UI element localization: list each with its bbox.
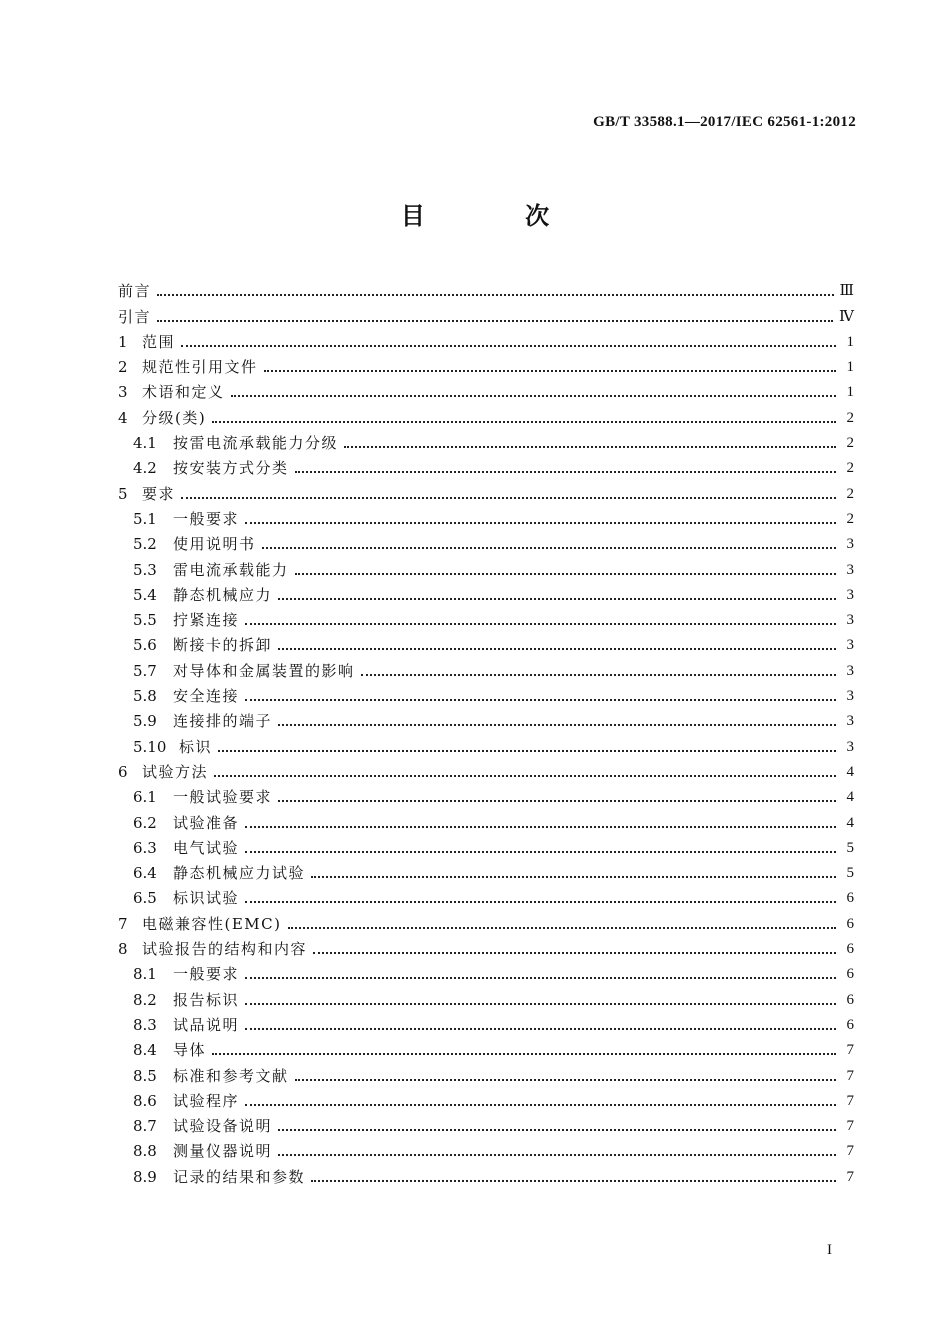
- toc-entry-label: 测量仪器说明: [173, 1142, 273, 1161]
- toc-entry[interactable]: [118, 907, 854, 932]
- toc-entry-label: 试验方法: [142, 762, 209, 781]
- toc-entry-label: 按雷电流承载能力分级: [173, 434, 339, 453]
- toc-entry-number: 5.5: [133, 611, 157, 630]
- dot-leader: [245, 1104, 836, 1106]
- toc-entry-label: 导体: [173, 1041, 207, 1060]
- toc-entry-number: 6.5: [133, 889, 157, 908]
- page-number: I: [827, 1242, 832, 1258]
- dot-leader: [212, 1053, 836, 1055]
- toc-entry[interactable]: [118, 1009, 854, 1034]
- toc-entry-number: 4.1: [133, 434, 157, 453]
- toc-entry-label: 电气试验: [173, 838, 240, 857]
- table-of-contents: [118, 275, 854, 1186]
- dot-leader: [181, 345, 836, 347]
- toc-entry-number: 1: [118, 332, 128, 351]
- toc-entry-page: 7: [846, 1168, 854, 1185]
- dot-leader: [245, 522, 836, 524]
- toc-entry-label: 要求: [142, 484, 176, 503]
- toc-entry-page: 6: [846, 915, 854, 932]
- toc-entry-page: 3: [846, 713, 854, 730]
- toc-entry-label: 规范性引用文件: [142, 358, 258, 377]
- toc-entry[interactable]: [118, 958, 854, 983]
- dot-leader: [214, 775, 836, 777]
- toc-entry-number: 4: [118, 408, 128, 427]
- toc-entry[interactable]: [118, 1059, 854, 1084]
- toc-entry-label: 试验设备说明: [173, 1117, 273, 1136]
- toc-entry-page: 6: [846, 966, 854, 983]
- toc-entry[interactable]: [118, 781, 854, 806]
- dot-leader: [245, 1003, 836, 1005]
- dot-leader: [157, 320, 833, 322]
- toc-entry-number: 8.2: [133, 990, 157, 1009]
- toc-entry-label: 断接卡的拆卸: [173, 636, 273, 655]
- toc-entry[interactable]: [118, 604, 854, 629]
- dot-leader: [181, 497, 836, 499]
- toc-entry-page: Ⅲ: [839, 283, 854, 300]
- toc-entry-label: 前言: [118, 282, 152, 301]
- dot-leader: [288, 927, 837, 929]
- toc-entry-number: 8.6: [133, 1091, 157, 1110]
- toc-entry-label: 电磁兼容性(EMC): [142, 914, 282, 933]
- toc-entry-label: 静态机械应力: [173, 585, 273, 604]
- toc-entry[interactable]: [118, 882, 854, 907]
- toc-entry-label: 范围: [142, 332, 176, 351]
- toc-entry-page: 3: [846, 561, 854, 578]
- toc-entry-number: 5.1: [133, 509, 157, 528]
- dot-leader: [361, 674, 836, 676]
- toc-entry-page: 5: [846, 865, 854, 882]
- toc-entry-number: 8.9: [133, 1167, 157, 1186]
- toc-entry[interactable]: [118, 376, 854, 401]
- toc-entry[interactable]: [118, 452, 854, 477]
- toc-entry-page: 7: [846, 1143, 854, 1160]
- toc-entry-number: 4.2: [133, 459, 157, 478]
- toc-entry[interactable]: [118, 427, 854, 452]
- toc-entry[interactable]: [118, 705, 854, 730]
- toc-entry[interactable]: [118, 730, 854, 755]
- toc-entry-number: 8.5: [133, 1066, 157, 1085]
- toc-entry-page: 3: [846, 688, 854, 705]
- toc-entry-number: 3: [118, 383, 128, 402]
- toc-entry[interactable]: [118, 832, 854, 857]
- toc-entry-page: 2: [846, 435, 854, 452]
- toc-entry[interactable]: [118, 654, 854, 679]
- toc-entry[interactable]: [118, 553, 854, 578]
- toc-entry-label: 试验程序: [173, 1091, 240, 1110]
- toc-entry-number: 5: [118, 484, 128, 503]
- toc-entry-page: 2: [846, 409, 854, 426]
- toc-entry-page: 7: [846, 1118, 854, 1135]
- toc-entry-label: 拧紧连接: [173, 611, 240, 630]
- toc-entry-label: 安全连接: [173, 687, 240, 706]
- dot-leader: [278, 648, 836, 650]
- dot-leader: [245, 1028, 836, 1030]
- dot-leader: [245, 699, 836, 701]
- toc-entry-number: 7: [118, 914, 128, 933]
- toc-entry-label: 标准和参考文献: [173, 1066, 289, 1085]
- dot-leader: [245, 977, 836, 979]
- toc-entry-label: 对导体和金属装置的影响: [173, 661, 355, 680]
- dot-leader: [212, 421, 836, 423]
- toc-entry-page: 1: [846, 384, 854, 401]
- toc-entry[interactable]: [118, 503, 854, 528]
- toc-entry-page: 2: [846, 485, 854, 502]
- toc-entry-page: 1: [846, 333, 854, 350]
- toc-entry-number: 5.3: [133, 560, 157, 579]
- toc-entry[interactable]: [118, 629, 854, 654]
- dot-leader: [278, 1154, 836, 1156]
- toc-entry-number: 8.1: [133, 965, 157, 984]
- toc-entry-label: 试品说明: [173, 1015, 240, 1034]
- toc-entry[interactable]: [118, 275, 854, 300]
- toc-entry[interactable]: [118, 1160, 854, 1185]
- toc-entry-number: 5.10: [133, 737, 167, 756]
- toc-entry-number: 6.1: [133, 788, 157, 807]
- toc-entry[interactable]: [118, 680, 854, 705]
- toc-entry-label: 标识试验: [173, 889, 240, 908]
- toc-entry-page: 3: [846, 536, 854, 553]
- toc-entry-number: 6.2: [133, 813, 157, 832]
- toc-entry[interactable]: [118, 579, 854, 604]
- toc-entry[interactable]: [118, 528, 854, 553]
- dot-leader: [264, 370, 836, 372]
- toc-entry-page: 4: [846, 814, 854, 831]
- dot-leader: [311, 876, 836, 878]
- toc-entry-label: 试验报告的结构和内容: [142, 940, 308, 959]
- dot-leader: [344, 446, 836, 448]
- toc-entry-page: 4: [846, 763, 854, 780]
- toc-entry-page: 6: [846, 991, 854, 1008]
- toc-entry-label: 雷电流承载能力: [173, 560, 289, 579]
- toc-entry[interactable]: [118, 1034, 854, 1059]
- dot-leader: [295, 1079, 836, 1081]
- toc-entry-number: 6.3: [133, 838, 157, 857]
- toc-entry-number: 5.8: [133, 687, 157, 706]
- toc-entry-number: 8.7: [133, 1117, 157, 1136]
- toc-entry-label: 标识: [179, 737, 213, 756]
- dot-leader: [218, 750, 836, 752]
- toc-entry-number: 5.9: [133, 712, 157, 731]
- toc-entry-label: 分级(类): [142, 408, 207, 427]
- toc-entry-label: 使用说明书: [173, 535, 256, 554]
- toc-entry[interactable]: [118, 1110, 854, 1135]
- toc-entry-number: 5.7: [133, 661, 157, 680]
- toc-entry-label: 一般要求: [173, 509, 240, 528]
- dot-leader: [262, 547, 836, 549]
- toc-entry[interactable]: [118, 351, 854, 376]
- dot-leader: [278, 724, 836, 726]
- toc-entry[interactable]: [118, 477, 854, 502]
- toc-entry-page: 6: [846, 890, 854, 907]
- dot-leader: [157, 294, 834, 296]
- toc-entry[interactable]: [118, 326, 854, 351]
- toc-entry-label: 连接排的端子: [173, 712, 273, 731]
- toc-entry-label: 一般要求: [173, 965, 240, 984]
- toc-entry-label: 按安装方式分类: [173, 459, 289, 478]
- toc-entry-page: Ⅳ: [839, 308, 854, 325]
- dot-leader: [278, 800, 836, 802]
- toc-entry-number: 2: [118, 358, 128, 377]
- dot-leader: [231, 395, 836, 397]
- toc-entry-page: 1: [846, 359, 854, 376]
- toc-entry-page: 7: [846, 1042, 854, 1059]
- toc-entry[interactable]: [118, 857, 854, 882]
- toc-entry-number: 6.4: [133, 864, 157, 883]
- toc-entry-label: 引言: [118, 307, 152, 326]
- toc-entry-label: 一般试验要求: [173, 788, 273, 807]
- dot-leader: [313, 952, 836, 954]
- toc-entry-page: 2: [846, 510, 854, 527]
- toc-entry-label: 报告标识: [173, 990, 240, 1009]
- toc-entry-page: 4: [846, 789, 854, 806]
- toc-entry-number: 5.2: [133, 535, 157, 554]
- toc-entry-page: 3: [846, 612, 854, 629]
- standard-code-header: GB/T 33588.1—2017/IEC 62561-1:2012: [593, 114, 856, 130]
- dot-leader: [278, 598, 836, 600]
- dot-leader: [295, 573, 836, 575]
- toc-entry-page: 3: [846, 662, 854, 679]
- dot-leader: [245, 623, 836, 625]
- toc-entry[interactable]: [118, 983, 854, 1008]
- toc-entry-label: 静态机械应力试验: [173, 864, 306, 883]
- toc-entry-number: 8.4: [133, 1041, 157, 1060]
- dot-leader: [278, 1129, 836, 1131]
- toc-entry-page: 7: [846, 1067, 854, 1084]
- toc-entry[interactable]: [118, 806, 854, 831]
- dot-leader: [245, 826, 836, 828]
- dot-leader: [245, 901, 836, 903]
- toc-entry[interactable]: [118, 1135, 854, 1160]
- toc-entry-page: 5: [846, 839, 854, 856]
- toc-entry-page: 7: [846, 1092, 854, 1109]
- toc-entry-number: 6: [118, 762, 128, 781]
- toc-entry[interactable]: [118, 933, 854, 958]
- toc-entry-page: 2: [846, 460, 854, 477]
- toc-entry-page: 6: [846, 941, 854, 958]
- toc-entry-number: 8.8: [133, 1142, 157, 1161]
- toc-entry-label: 术语和定义: [142, 383, 225, 402]
- toc-entry[interactable]: [118, 1085, 854, 1110]
- toc-entry-page: 3: [846, 738, 854, 755]
- dot-leader: [295, 471, 836, 473]
- toc-entry-label: 记录的结果和参数: [173, 1167, 306, 1186]
- toc-title: 目 次: [400, 201, 596, 230]
- toc-entry-number: 5.6: [133, 636, 157, 655]
- toc-entry[interactable]: [118, 300, 854, 325]
- toc-entry-page: 3: [846, 637, 854, 654]
- dot-leader: [245, 851, 836, 853]
- toc-entry-label: 试验准备: [173, 813, 240, 832]
- toc-entry[interactable]: [118, 401, 854, 426]
- toc-entry-number: 8.3: [133, 1015, 157, 1034]
- toc-entry-number: 8: [118, 940, 128, 959]
- toc-entry-page: 6: [846, 1016, 854, 1033]
- toc-entry[interactable]: [118, 756, 854, 781]
- dot-leader: [311, 1180, 836, 1182]
- toc-entry-number: 5.4: [133, 585, 157, 604]
- toc-entry-page: 3: [846, 586, 854, 603]
